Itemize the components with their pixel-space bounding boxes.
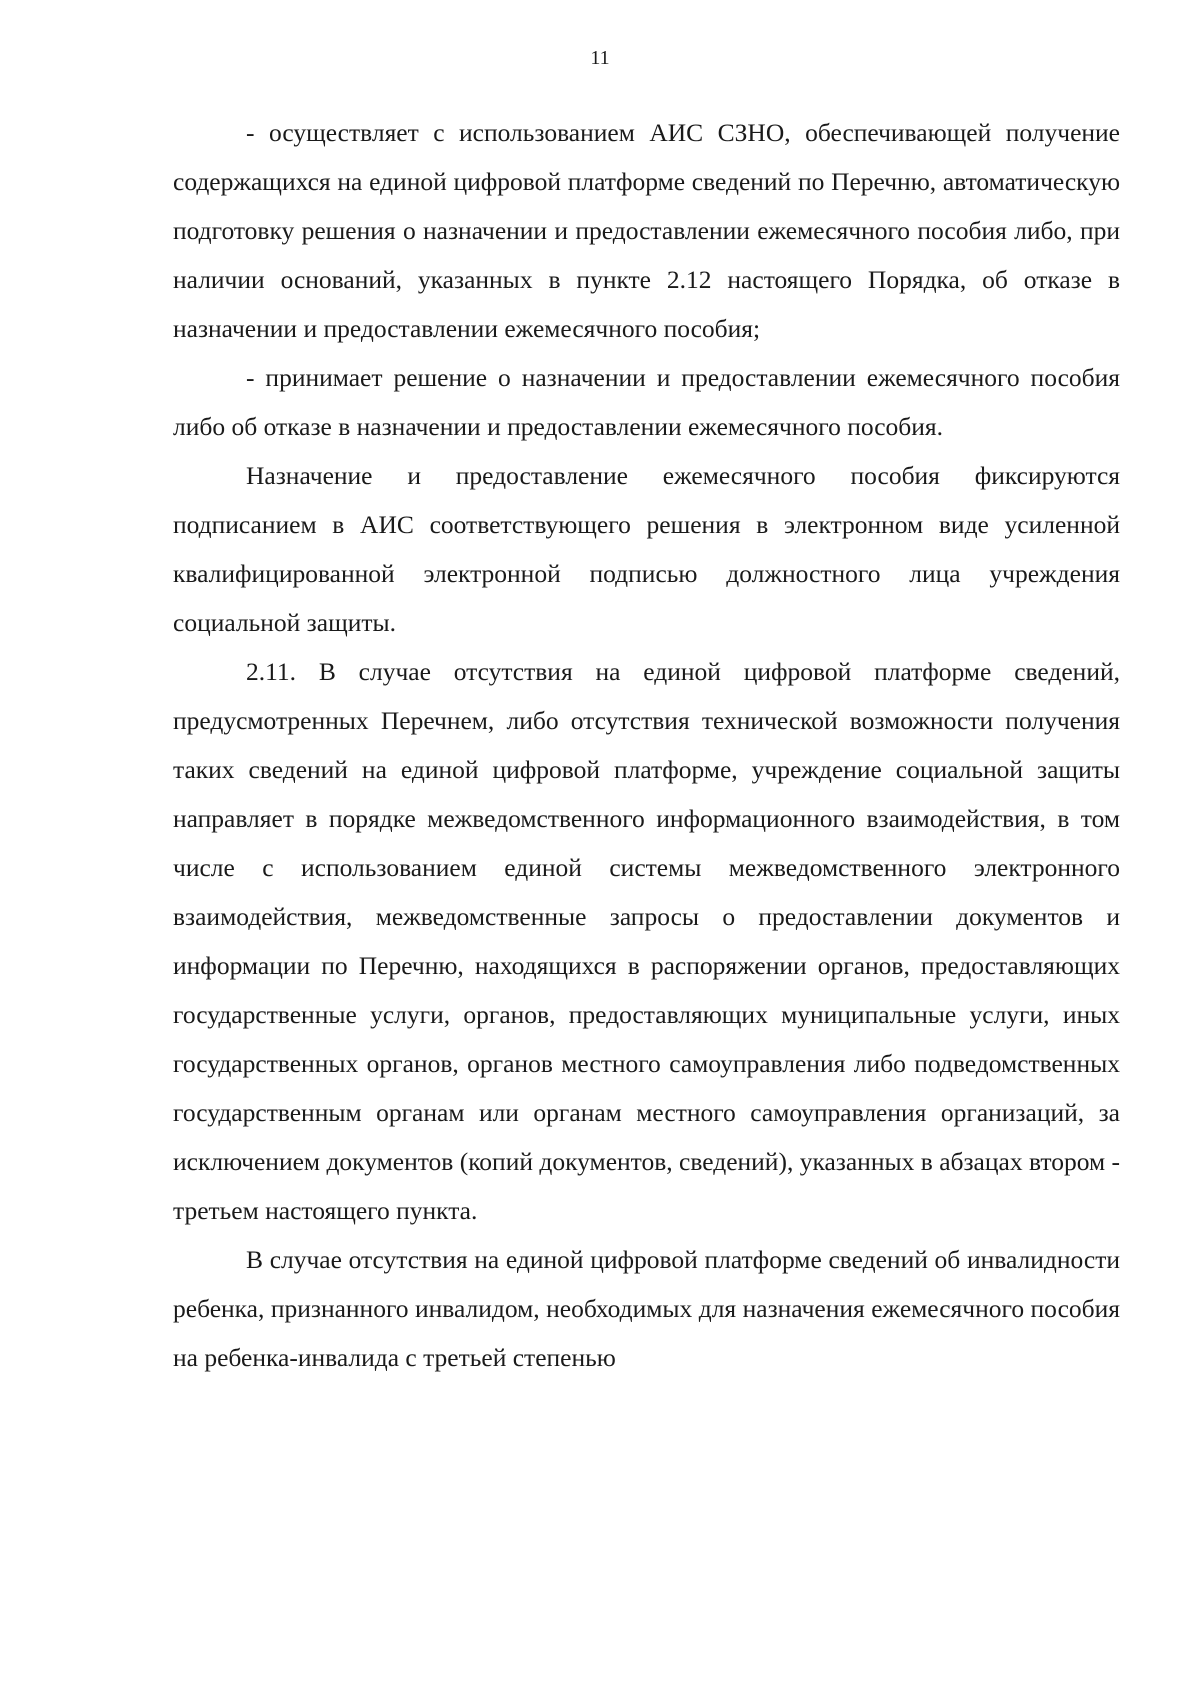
paragraph-signature-rule: Назначение и предоставление ежемесячного пособия фиксируются подписанием в АИС соответствующего решения в электронном виде усиленной квалифицированной электронной подписью должностного лица учреждения социальной защиты. (173, 461, 1120, 637)
paragraph-disability-info: В случае отсутствия на единой цифровой платформе сведений об инвалидности ребенка, признанного инвалидом, необходимых для назначения ежемесячного пособия на ребенка-инвалида с третьей степенью (173, 1245, 1120, 1372)
page-number: 11 (590, 47, 610, 69)
paragraph-item-1: - осуществляет с использованием АИС СЗНО, обеспечивающей получение содержащихся на единой цифровой платформе сведений по Перечню, автоматическую подготовку решения о назначении и предоставлении ежемесячного пособия либо, при наличии оснований, указанных в пункте 2.12 настоящего Порядка, об отказе в назначении и предоставлении ежемесячного пособия; (173, 118, 1120, 343)
document-body (173, 108, 1120, 1382)
paragraph-item-2: - принимает решение о назначении и предоставлении ежемесячного пособия либо об отказе в назначении и предоставлении ежемесячного пособия. (173, 363, 1120, 441)
paragraph-section-2-11: 2.11. В случае отсутствия на единой цифровой платформе сведений, предусмотренных Перечнем, либо отсутствия технической возможности получения таких сведений на единой цифровой платформе, учреждение социальной защиты направляет в порядке межведомственного информационного взаимодействия, в том числе с использованием единой системы межведомственного электронного взаимодействия, межведомственные запросы о предоставлении документов и информации по Перечню, находящихся в распоряжении органов, предоставляющих государственные услуги, органов, предоставляющих муниципальные услуги, иных государственных органов, органов местного самоуправления либо подведомственных государственным органам или органам местного самоуправления организаций, за исключением документов (копий документов, сведений), указанных в абзацах втором - третьем настоящего пункта. (173, 657, 1120, 1225)
